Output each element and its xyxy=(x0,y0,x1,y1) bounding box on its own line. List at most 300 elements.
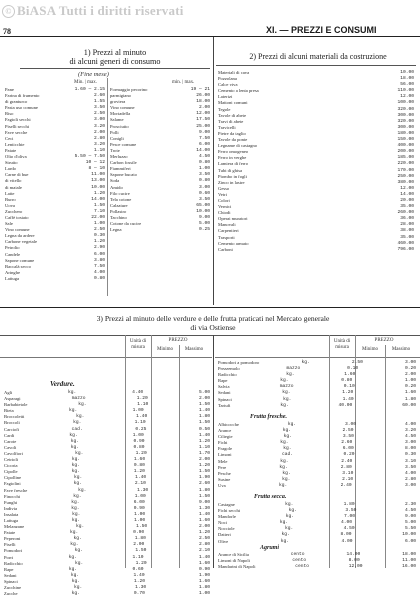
row-value: kg. xyxy=(73,475,83,481)
row-value: 1.50 xyxy=(198,402,210,408)
row-label: Sedani xyxy=(218,390,231,396)
row-label: Zucchine xyxy=(4,585,22,590)
row-value: 200.00 xyxy=(397,149,414,155)
row-value: 1.30 xyxy=(198,505,210,511)
row-value: 0.20 xyxy=(404,384,416,390)
row-value: 1.20 xyxy=(198,530,210,536)
row-value: kg. xyxy=(279,464,288,470)
row-value: 796.00 xyxy=(397,246,414,252)
row-value: 11.00 xyxy=(402,558,416,564)
row-value: 36.00 xyxy=(400,216,414,222)
row-value: 150.00 xyxy=(397,137,414,143)
row-label: Lattuga xyxy=(5,275,20,281)
row-value: 1.40 xyxy=(135,475,147,481)
row-value: 1.20 xyxy=(135,450,147,456)
row-label: Travi di abete xyxy=(218,118,244,124)
row-value: 25.00 xyxy=(196,123,210,129)
row-value: 10.00 xyxy=(196,208,210,214)
row-value: 2.00 xyxy=(198,524,210,530)
row-value: kg. xyxy=(280,378,289,384)
row-value: 0.30 xyxy=(404,452,416,458)
row-value: kg. xyxy=(281,532,290,538)
row-label: Pomodori xyxy=(4,548,23,554)
s3-right-max-header: Massimo xyxy=(391,347,411,352)
row-label: Limoni xyxy=(218,452,232,458)
row-value: kg. xyxy=(287,422,297,427)
row-label: Burro xyxy=(5,196,16,202)
row-label: Latte xyxy=(5,190,15,196)
row-value: 320.00 xyxy=(397,106,414,112)
row-value: mazzo xyxy=(279,384,294,390)
row-label: Vetri xyxy=(218,191,227,197)
row-value: 0.90 xyxy=(133,505,145,511)
row-value: 9.00 xyxy=(404,514,416,520)
row-value: kg. xyxy=(280,538,289,544)
row-label: Pane xyxy=(5,87,14,92)
row-value: mazzo xyxy=(286,366,301,372)
s3-left-header-bottom-rule xyxy=(0,357,212,358)
row-value: 2.80 xyxy=(340,464,352,470)
row-label: Lardo xyxy=(5,166,16,172)
row-value: 20.00 xyxy=(400,197,414,203)
table-row xyxy=(218,247,414,253)
row-value: 2.00 xyxy=(198,457,210,463)
row-value: 1.00 xyxy=(198,166,210,172)
row-label: di granturco xyxy=(5,99,28,105)
row-label: Fiammiferi xyxy=(110,166,131,172)
row-value: 0.25 xyxy=(198,227,210,233)
row-value: 1.60 xyxy=(198,517,210,523)
row-value: kg. xyxy=(282,390,291,396)
row-label: Patate xyxy=(5,147,17,153)
row-value: kg. xyxy=(71,517,81,523)
table-row xyxy=(110,227,210,233)
row-value: kg. xyxy=(282,470,291,476)
row-value: 400.00 xyxy=(397,143,414,149)
table-row xyxy=(218,403,416,409)
row-value: 1.80 xyxy=(198,414,210,420)
section1-inner-rule xyxy=(107,78,108,296)
row-label: Cetrioli xyxy=(4,457,19,463)
row-value: 4.00 xyxy=(93,269,105,275)
row-value: 4.40 xyxy=(132,390,144,395)
row-value: kg. xyxy=(73,493,82,499)
row-value: kg. xyxy=(279,520,289,526)
row-value: 260.00 xyxy=(397,210,414,216)
row-value: 1.80 xyxy=(134,536,146,542)
row-value: 3.20 xyxy=(404,428,416,434)
row-label: Insalata xyxy=(4,511,19,517)
row-value: kg. xyxy=(71,457,81,463)
row-value: 0.70 xyxy=(133,591,145,597)
s3-right-header-bottom-rule xyxy=(215,357,420,358)
row-value: 4.00 xyxy=(404,422,416,427)
row-value: 4.50 xyxy=(404,508,416,514)
row-label: Pasta uso comune xyxy=(5,105,38,111)
row-label: Funghi xyxy=(4,499,18,505)
row-label: Formaggio pecorino xyxy=(110,87,148,92)
row-label: Fagioli secchi xyxy=(5,117,31,123)
row-value: 1.00 xyxy=(404,378,416,384)
row-value: 65.00 xyxy=(196,202,210,208)
row-value: kg. xyxy=(283,396,292,402)
row-value: 2.30 xyxy=(404,502,416,507)
row-value: 0.60 xyxy=(198,190,210,196)
row-label: Conigli xyxy=(110,135,124,141)
row-label: Ciliegie xyxy=(218,434,233,440)
row-label: Manovali xyxy=(218,222,236,228)
row-label: Peperoni xyxy=(4,536,21,542)
row-label: Pere xyxy=(218,464,227,470)
row-label: Mele xyxy=(218,458,228,464)
row-value: 4.00 xyxy=(341,538,353,544)
row-value: 5.00 xyxy=(198,221,210,227)
row-value: kg. xyxy=(71,469,80,475)
row-value: 2.40 xyxy=(341,458,353,464)
section2-title: 2) Prezzi di alcuni materiali da costruzione xyxy=(249,52,387,61)
row-value: 3.00 xyxy=(404,482,416,488)
row-label: Spinaci xyxy=(4,578,18,584)
row-value: 11.00 xyxy=(91,172,105,178)
row-value: 3.80 xyxy=(93,257,105,263)
row-value: 2.00 xyxy=(198,396,210,402)
row-value: 185.00 xyxy=(397,155,414,161)
row-label: Ferro in verghe xyxy=(218,155,247,161)
row-label: Bieta xyxy=(4,408,14,414)
row-value: 100.00 xyxy=(397,100,414,106)
row-label: Limoni di Napoli xyxy=(218,558,250,564)
row-label: Fragole xyxy=(218,446,233,452)
row-value: 12.00 xyxy=(196,111,210,117)
row-value: kg. xyxy=(282,476,291,482)
row-value: 1.20 xyxy=(133,469,145,475)
row-value: 4.50 xyxy=(198,154,210,160)
row-label: Pozzolana xyxy=(218,76,237,82)
row-value: 0.80 xyxy=(133,463,145,469)
row-value: 1.60 xyxy=(134,457,146,463)
row-value: 1.00 xyxy=(134,517,146,523)
row-label: Porri xyxy=(4,554,14,560)
row-label: Sapone comune xyxy=(5,257,35,263)
row-value: 4.50 xyxy=(343,526,355,532)
row-value: 2.60 xyxy=(93,93,105,99)
row-label: Riso xyxy=(5,111,14,117)
row-value: 12.00 xyxy=(400,94,414,100)
row-value: 1.40 xyxy=(342,396,354,402)
row-value: 1.50 xyxy=(93,202,105,208)
row-value: 4.00 xyxy=(404,470,416,476)
row-label: Lattuga xyxy=(4,517,19,523)
row-value: 220.00 xyxy=(397,161,414,167)
section1-subheader: (Fine mese) xyxy=(78,71,109,78)
row-value: 35.00 xyxy=(400,204,414,210)
row-value: 2.80 xyxy=(404,476,416,482)
row-label: Cardi xyxy=(4,432,15,438)
row-label: Barbabietole xyxy=(4,402,28,408)
row-label: Ceci xyxy=(5,135,14,141)
row-value: 8 — 10 xyxy=(88,166,105,172)
row-value: 1.60 xyxy=(404,390,416,396)
row-label: Calce viva xyxy=(218,82,238,88)
row-label: Olive xyxy=(218,538,229,544)
watermark xyxy=(2,3,184,19)
row-value: 1.50 xyxy=(136,524,148,530)
row-value: 7.50 xyxy=(198,135,210,141)
row-value: 320.00 xyxy=(397,118,414,124)
row-label: Zinco in lastre xyxy=(218,179,245,185)
row-value: 1.40 xyxy=(198,408,210,414)
row-label: di maiale xyxy=(5,184,22,190)
row-value: 2.80 xyxy=(93,135,105,141)
row-value: 1.00 xyxy=(134,511,146,517)
row-value: 1.50 xyxy=(198,420,210,426)
row-value: kg. xyxy=(69,408,78,414)
row-value: 10 — 12 xyxy=(85,160,105,166)
row-value: kg. xyxy=(280,458,289,464)
row-value: 1.80 xyxy=(343,502,355,507)
row-value: 4.00 xyxy=(341,520,353,526)
row-value: 0.50 xyxy=(198,426,210,432)
row-label: Laterizi xyxy=(218,94,233,100)
s3-left-list xyxy=(4,390,210,597)
row-label: Tubi di ghisa xyxy=(218,167,243,173)
row-value: cento xyxy=(290,552,305,557)
row-value: kg. xyxy=(74,560,84,566)
row-label: Finocchi xyxy=(4,493,21,499)
row-label: Zucche xyxy=(4,591,18,597)
row-value: 1.10 xyxy=(134,420,146,426)
row-value: kg. xyxy=(286,372,295,378)
row-label: Pesce comune xyxy=(110,141,137,147)
row-value: 2.90 xyxy=(93,245,105,251)
row-value: 2.10 xyxy=(198,548,210,554)
row-value: kg. xyxy=(73,481,82,487)
s3-right-list-4 xyxy=(218,552,416,570)
row-label: Broccoletti xyxy=(4,414,25,420)
s3-rule-center xyxy=(213,335,214,568)
row-value: 0.80 xyxy=(198,178,210,184)
s3-right-unit-header: Unità di misura xyxy=(333,339,351,350)
row-value: 2.60 xyxy=(341,440,353,446)
row-value: 6.00 xyxy=(93,251,105,257)
row-value: 0.80 xyxy=(198,160,210,166)
row-label: Nocciole xyxy=(218,526,235,532)
row-value: 28.00 xyxy=(400,222,414,228)
row-label: Candele xyxy=(5,251,21,257)
row-value: 0.80 xyxy=(133,444,145,450)
row-value: cad. xyxy=(281,452,294,458)
row-value: 8.00 xyxy=(404,446,416,452)
row-value: cento xyxy=(295,564,309,570)
row-value: 1.60 — 2.15 xyxy=(74,87,105,92)
row-label: Pesche xyxy=(218,470,231,476)
row-label: Pollastro xyxy=(110,208,127,214)
row-value: kg. xyxy=(70,542,79,548)
row-label: Strutto xyxy=(5,160,18,166)
s3-right-subhead2: Frutta secca. xyxy=(254,494,287,500)
row-label: Trasporti xyxy=(218,234,235,240)
row-value: 14.00 xyxy=(400,191,414,197)
row-label: Susine xyxy=(218,476,231,482)
section1-rule xyxy=(20,68,210,69)
row-value: 3.50 xyxy=(93,105,105,111)
row-value: 0.30 xyxy=(93,233,105,239)
row-label: Tegole xyxy=(218,106,231,112)
row-value: 380.00 xyxy=(397,179,414,185)
row-value: 1.00 xyxy=(93,221,105,227)
section3-header-rule xyxy=(0,335,420,336)
row-label: Cicoria xyxy=(4,463,18,469)
row-value: 2.00 xyxy=(133,542,145,548)
section2-list xyxy=(218,70,414,253)
row-value: 18.00 xyxy=(196,99,210,105)
row-label: groviera xyxy=(110,99,126,105)
row-value: 1.10 xyxy=(137,402,149,408)
row-label: Cavoli xyxy=(4,444,17,450)
row-label: Carpentieri xyxy=(218,228,239,234)
section1-col-header-right: min. | max. xyxy=(172,80,195,85)
row-value: cento xyxy=(292,558,307,564)
row-value: 6.00 xyxy=(342,446,354,452)
row-label: Spinaci xyxy=(218,396,232,402)
row-label: Tavole da ponte xyxy=(218,137,248,143)
row-value: 460.00 xyxy=(397,240,414,246)
row-label: Travicelli xyxy=(218,124,236,130)
s3-left-unit-header: Unità di misura xyxy=(129,339,147,350)
section1-left-list xyxy=(5,87,105,282)
row-value: 3.20 xyxy=(93,123,105,129)
row-value: 1.40 xyxy=(133,572,145,578)
row-label: Carote xyxy=(4,438,17,444)
table-row xyxy=(4,591,210,597)
row-label: Carboni xyxy=(218,246,233,252)
row-label: Carbone vegetale xyxy=(5,239,38,245)
section3-top-rule xyxy=(0,307,420,308)
s3-left-subhead: Verdure. xyxy=(50,380,75,388)
row-label: Zucchero xyxy=(5,208,23,214)
row-value: kg. xyxy=(71,499,80,505)
row-value: 7.10 xyxy=(93,208,105,214)
row-value: 3.00 xyxy=(198,184,210,190)
row-value: 1.50 xyxy=(198,469,210,475)
row-value: 2.00 xyxy=(198,105,210,111)
row-value: 26.00 xyxy=(196,93,210,99)
row-label: Farina di frumento xyxy=(5,93,40,99)
row-value: kg. xyxy=(68,390,77,395)
row-value: kg. xyxy=(73,585,83,590)
row-label: Filo cucire xyxy=(110,190,130,196)
row-value: 2.50 xyxy=(351,360,363,365)
row-value: 3.50 xyxy=(342,434,354,440)
row-value: kg. xyxy=(73,536,82,542)
row-value: 0.10 xyxy=(347,366,359,372)
s3-left-price-header: PREZZO xyxy=(168,338,188,343)
row-label: Tavole di abete xyxy=(218,112,246,118)
row-label: Materiali di cava xyxy=(218,70,250,75)
row-value: 4.50 xyxy=(404,434,416,440)
row-value: 0.20 xyxy=(343,452,355,458)
section1-right-list xyxy=(110,87,210,233)
row-value: 10.00 xyxy=(402,532,416,538)
row-label: Mandorle xyxy=(218,514,236,520)
row-value: 2.40 xyxy=(340,482,352,488)
row-label: Fagiolini xyxy=(4,481,21,487)
row-value: 14.00 xyxy=(196,147,210,153)
row-label: Arance di Sicilia xyxy=(218,552,249,557)
row-label: Piselli secchi xyxy=(5,123,30,129)
row-value: 0.90 xyxy=(198,566,210,572)
row-value: 3.00 xyxy=(404,360,416,365)
row-value: 3.50 xyxy=(198,172,210,178)
section3-title-line1: 3) Prezzi al minuto delle verdure e delle frutta praticati nel Mercato generale xyxy=(96,314,330,323)
row-value: 40.00 xyxy=(338,402,353,408)
row-value: 1.50 xyxy=(135,548,147,554)
row-value: 18.00 xyxy=(402,552,416,557)
row-value: 1.80 xyxy=(198,585,210,590)
section1-col-header-left: Min. | max. xyxy=(74,80,97,85)
row-label: Petrolio xyxy=(5,245,20,251)
row-label: Vino comune xyxy=(110,105,135,111)
row-value: 0.10 xyxy=(343,384,355,390)
row-label: Operai muratori xyxy=(218,216,248,222)
row-label: Fave fresche xyxy=(4,487,28,493)
row-label: Albicocche xyxy=(218,422,239,427)
row-label: Vernici xyxy=(218,204,232,210)
row-label: Legna xyxy=(110,227,122,233)
row-value: 3.50 xyxy=(345,508,357,514)
row-label: Uova xyxy=(5,202,15,208)
row-label: Mattoni comuni xyxy=(218,100,248,106)
row-value: 22.00 xyxy=(91,214,105,220)
row-value: 6.00 xyxy=(198,141,210,147)
row-label: Prosciutto xyxy=(110,123,129,129)
row-label: Salame xyxy=(110,117,124,123)
row-label: Tela cotone xyxy=(110,196,132,202)
row-label: Baccalà secco xyxy=(5,263,31,269)
row-value: 35.00 xyxy=(400,234,414,240)
row-label: Asparagi xyxy=(4,396,21,402)
row-value: kg. xyxy=(78,402,87,408)
watermark-text: BiASA Tutti i diritti riservati xyxy=(17,3,184,18)
row-label: Rape xyxy=(4,566,14,572)
row-value: 18.00 xyxy=(400,76,414,82)
row-value: 12.00 xyxy=(348,564,363,570)
row-value: kg. xyxy=(285,514,295,520)
row-label: Indivia xyxy=(4,505,18,511)
row-label: Cemento armato xyxy=(218,240,249,246)
row-value: kg. xyxy=(74,548,83,554)
row-value: 3.00 xyxy=(345,422,357,427)
row-value: kg. xyxy=(72,511,81,517)
row-label: Patate xyxy=(4,530,16,536)
row-value: kg. xyxy=(301,360,310,365)
row-value: 38.00 xyxy=(400,228,414,234)
row-value: 1.20 xyxy=(342,390,354,396)
row-value: 9.00 xyxy=(198,499,210,505)
row-value: 1.60 xyxy=(198,560,210,566)
row-label: Melanzane xyxy=(4,524,25,530)
row-label: Noci xyxy=(218,520,227,526)
row-value: 2.80 xyxy=(198,542,210,548)
row-value: kg. xyxy=(283,446,292,452)
table-row xyxy=(218,539,416,545)
row-value: 0.90 xyxy=(133,530,145,536)
row-label: Carciofi xyxy=(4,426,20,432)
row-value: 1.50 xyxy=(198,493,210,499)
running-head: XI. — PREZZI E CONSUMI xyxy=(266,25,377,35)
row-value: 17.50 xyxy=(196,117,210,123)
row-value: 300.00 xyxy=(397,124,414,130)
